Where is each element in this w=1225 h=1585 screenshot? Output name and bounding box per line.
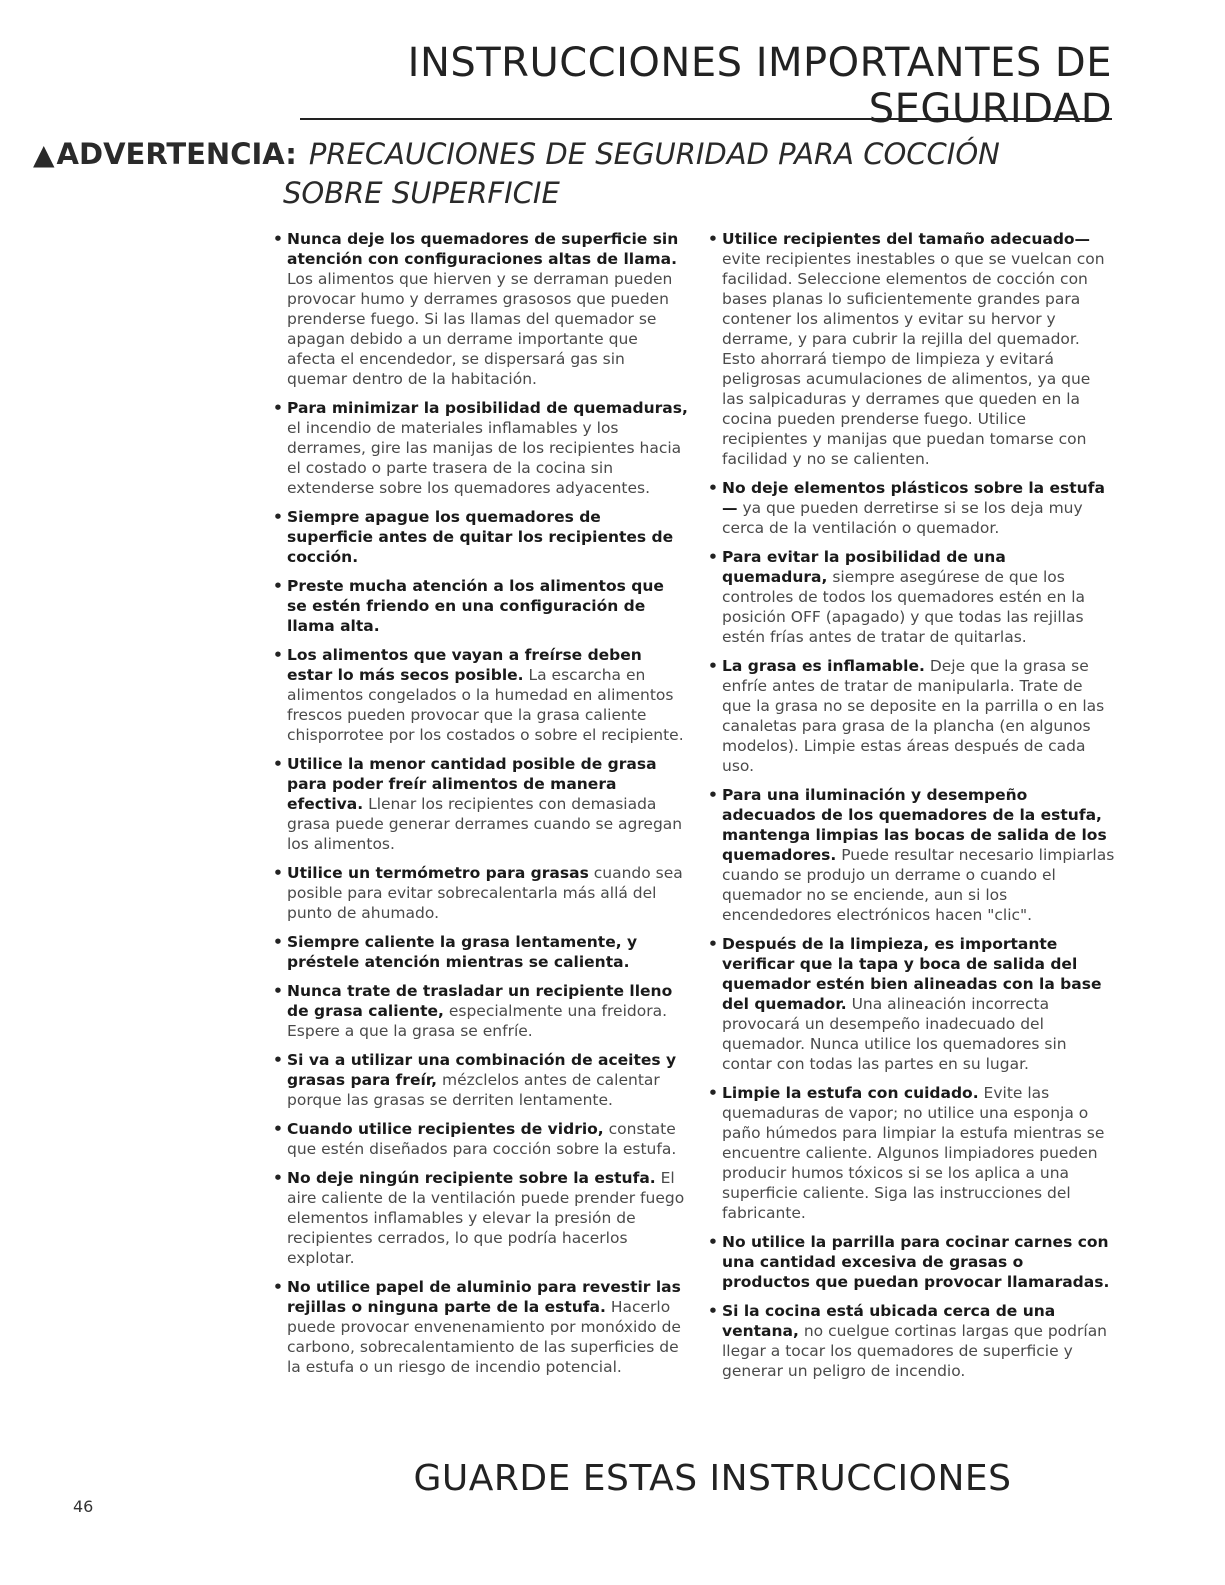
safety-item-text: mézclelos antes de calentar porque las grasas se derriten lentamente. [287,1071,660,1109]
safety-item-heading: No utilice la parrilla para cocinar carnes con una cantidad excesiva de grasas o productos que puedan provocar llamaradas. [722,1233,1110,1291]
left-column [273,229,688,1386]
safety-item [708,1301,1116,1381]
safety-item-heading: Nunca deje los quemadores de superficie sin atención con configuraciones altas de llama. [287,230,679,268]
safety-item-text: no cuelgue cortinas largas que podrían llegar a tocar los quemadores de superficie y generar un peligro de incendio. [722,1322,1108,1380]
safety-item-text: Puede resultar necesario limpiarlas cuando se produjo un derrame o cuando el quemador no se enciende, aun si los encendedores electrónicos hacen "clic". [722,846,1115,924]
bullet-icon: • [708,479,718,497]
safety-item-text: constate que estén diseñados para cocción sobre la estufa. [287,1120,677,1158]
safety-item-heading: Utilice un termómetro para grasas [287,864,589,882]
safety-item-heading: No utilice papel de aluminio para revestir las rejillas o ninguna parte de la estufa. [287,1278,681,1316]
bullet-icon: • [708,548,718,566]
safety-item-text: La escarcha en alimentos congelados o la humedad en alimentos frescos pueden provocar que la grasa caliente chisporrotee por los costados o sobre el recipiente. [287,666,684,744]
bullet-icon: • [273,1051,283,1069]
safety-item-heading: No deje elementos plásticos sobre la estufa— [722,479,1105,517]
safety-item-heading: Para minimizar la posibilidad de quemaduras, [287,399,688,417]
safety-item-heading: Siempre caliente la grasa lentamente, y préstele atención mientras se calienta. [287,933,638,971]
warning-label: ADVERTENCIA: [56,137,297,171]
safety-item [273,645,688,745]
safety-item-text: Deje que la grasa se enfríe antes de tratar de manipularla. Trate de que la grasa no se deposite en la parrilla o en las canaletas para grasa de la plancha (en algunos modelos). Limpie estas áreas después de cada uso. [722,657,1105,775]
safety-item-heading: Cuando utilice recipientes de vidrio, [287,1120,604,1138]
bullet-icon: • [273,577,283,595]
safety-item-text: Una alineación incorrecta provocará un desempeño inadecuado del quemador. Nunca utilice los quemadores sin contar con todas las partes en su lugar. [722,995,1067,1073]
safety-item-text: especialmente una freidora. Espere a que la grasa se enfríe. [287,1002,668,1040]
safety-item [708,785,1116,925]
safety-item [708,934,1116,1074]
warning-title-line1: PRECAUCIONES DE SEGURIDAD PARA COCCIÓN [308,137,1000,171]
safety-item-heading: Nunca trate de trasladar un recipiente lleno de grasa caliente, [287,982,673,1020]
safety-item [273,229,688,389]
safety-item [273,398,688,498]
safety-item-text: Llenar los recipientes con demasiada grasa puede generar derrames cuando se agregan los alimentos. [287,795,683,853]
safety-item [273,1168,688,1268]
safety-item-text: el incendio de materiales inflamables y los derrames, gire las manijas de los recipientes hacia el costado o parte trasera de la cocina sin extenderse sobre los quemadores adyacentes. [287,419,682,497]
bullet-icon: • [273,933,283,951]
safety-item [273,576,688,636]
bullet-icon: • [273,399,283,417]
bullet-icon: • [273,646,283,664]
safety-item-heading: Después de la limpieza, es importante verificar que la tapa y boca de salida del quemador estén bien alineadas con la base del quemador. [722,935,1102,1013]
page-number: 46 [73,1497,94,1516]
safety-item-heading: Los alimentos que vayan a freírse deben estar lo más secos posible. [287,646,642,684]
bullet-icon: • [708,1302,718,1320]
warning-title-line2: SOBRE SUPERFICIE [283,176,560,210]
right-column [708,229,1116,1390]
safety-item-heading: Utilice recipientes del tamaño adecuado— [722,230,1091,248]
safety-item [273,863,688,923]
safety-item [708,656,1116,776]
safety-item [708,1232,1116,1292]
safety-item-heading: Para evitar la posibilidad de una quemadura, [722,548,1006,586]
bullet-icon: • [273,755,283,773]
safety-item-heading: Si la cocina está ubicada cerca de una ventana, [722,1302,1056,1340]
bullet-icon: • [273,982,283,1000]
bullet-icon: • [708,1233,718,1251]
safety-item [708,547,1116,647]
safety-item-heading: Siempre apague los quemadores de superficie antes de quitar los recipientes de cocción. [287,508,674,566]
footer-title: GUARDE ESTAS INSTRUCCIONES [413,1458,1012,1499]
safety-item-text: Los alimentos que hierven y se derraman pueden provocar humo y derrames grasosos que pueden prenderse fuego. Si las llamas del quemador se apagan debido a un derrame importante que afecta el encendedor, se dispersará gas sin quemar dentro de la habitación. [287,270,673,388]
safety-item-heading: La grasa es inflamable. [722,657,925,675]
safety-item [708,1083,1116,1223]
safety-item-heading: Para una iluminación y desempeño adecuados de los quemadores de la estufa, mantenga limpias las bocas de salida de los quemadores. [722,786,1107,864]
warning-triangle-icon: ▲ [33,138,55,171]
page-header-title: INSTRUCCIONES IMPORTANTES DE SEGURIDAD [407,40,1112,132]
safety-item [273,1277,688,1377]
safety-item-text: El aire caliente de la ventilación puede prender fuego elementos inflamables y elevar la presión de recipientes cerrados, lo que podría hacerlos explotar. [287,1169,685,1267]
bullet-icon: • [708,935,718,953]
safety-item-heading: Utilice la menor cantidad posible de grasa para poder freír alimentos de manera efectiva. [287,755,657,813]
bullet-icon: • [273,864,283,882]
bullet-icon: • [273,1278,283,1296]
bullet-icon: • [708,230,718,248]
bullet-icon: • [273,1169,283,1187]
warning-heading [33,136,1133,213]
bullet-icon: • [273,230,283,248]
safety-item [273,981,688,1041]
safety-item-heading: Limpie la estufa con cuidado. [722,1084,979,1102]
safety-item-text: cuando sea posible para evitar sobrecalentarla más allá del punto de ahumado. [287,864,683,922]
safety-item [273,1119,688,1159]
safety-item [708,229,1116,469]
safety-item [708,478,1116,538]
bullet-icon: • [708,657,718,675]
safety-item [273,932,688,972]
header-divider [300,118,1112,120]
safety-item-text: siempre asegúrese de que los controles de todos los quemadores estén en la posición OFF (apagado) y que todas las rejillas estén frías antes de tratar de quitarlas. [722,568,1086,646]
safety-item-text: evite recipientes inestables o que se vuelcan con facilidad. Seleccione elementos de cocción con bases planas lo suficientemente grandes para contener los alimentos y evitar su hervor y derrame, y para cubrir la rejilla del quemador. Esto ahorrará tiempo de limpieza y evitará peligrosas acumulaciones de alimentos, ya que las salpicaduras y derrames que queden en la cocina pueden prenderse fuego. Utilice recipientes y manijas que puedan tomarse con facilidad y no se calienten. [722,250,1105,468]
bullet-icon: • [708,786,718,804]
safety-item-heading: Preste mucha atención a los alimentos que se estén friendo en una configuración de llama alta. [287,577,664,635]
bullet-icon: • [273,508,283,526]
safety-item [273,507,688,567]
bullet-icon: • [708,1084,718,1102]
safety-item-heading: Si va a utilizar una combinación de aceites y grasas para freír, [287,1051,677,1089]
safety-item [273,1050,688,1110]
safety-item-text: Hacerlo puede provocar envenenamiento por monóxido de carbono, sobrecalentamiento de las superficies de la estufa o un riesgo de incendio potencial. [287,1298,681,1376]
safety-item [273,754,688,854]
safety-item-text: ya que pueden derretirse si se los deja muy cerca de la ventilación o quemador. [722,499,1083,537]
safety-item-heading: No deje ningún recipiente sobre la estufa. [287,1169,656,1187]
safety-item-text: Evite las quemaduras de vapor; no utilice una esponja o paño húmedos para limpiar la estufa mientras se encuentre caliente. Algunos limpiadores pueden producir humos tóxicos si se los aplica a una superficie caliente. Siga las instrucciones del fabricante. [722,1084,1105,1222]
bullet-icon: • [273,1120,283,1138]
